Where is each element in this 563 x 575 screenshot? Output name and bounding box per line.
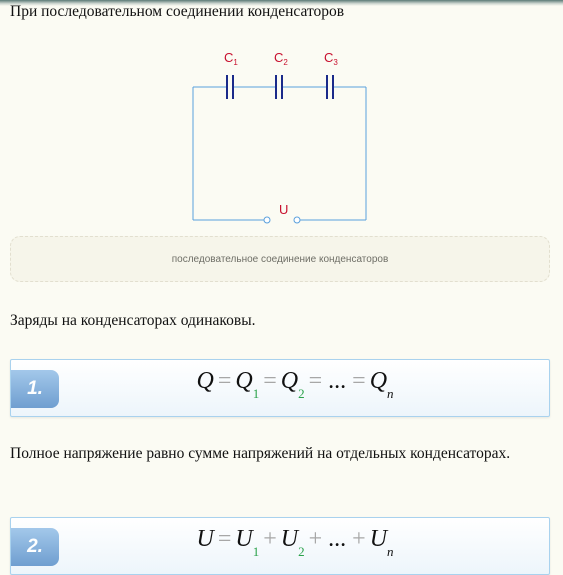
terminal <box>264 217 270 223</box>
formula-operator: = <box>352 368 366 394</box>
formula-box-1 <box>10 359 550 417</box>
section-heading: При последовательном соединении конденсаторов <box>10 3 345 20</box>
formula-term: $Q_2$ <box>280 368 305 401</box>
terminal <box>294 217 300 223</box>
formula-operator: + <box>352 526 366 552</box>
formula-voltages <box>11 526 549 559</box>
paragraph-equal-charges: Заряды на конденсаторах одинаковы. <box>10 312 256 329</box>
formula-box-2 <box>10 517 550 575</box>
formula-number-badge: 1. <box>11 370 59 408</box>
formula-term: U <box>196 526 214 552</box>
formula-term: Q <box>196 368 214 394</box>
formula-term: ... <box>328 368 347 394</box>
formula-number-badge: 2. <box>11 528 59 566</box>
formula-term: $U_2$ <box>280 526 305 559</box>
formula-charges <box>11 368 549 401</box>
formula-operator: = <box>308 368 323 394</box>
cap-label-2: $C_2$ <box>274 50 288 67</box>
formula-term: $U_1$ <box>235 526 260 559</box>
paragraph-total-voltage: Полное напряжение равно сумме напряжений на отдельных конденсаторах. <box>10 445 511 462</box>
caption-text: последовательное соединение конденсаторов <box>171 253 389 265</box>
formula-term: $U_n$ <box>369 526 394 559</box>
formula-term: $Q_1$ <box>235 368 260 401</box>
cap-label-3: $C_3$ <box>324 50 338 67</box>
formula-operator: + <box>263 526 277 552</box>
formula-operator: = <box>217 526 232 552</box>
formula-term: $Q_n$ <box>369 368 394 401</box>
voltage-label: U <box>279 202 289 217</box>
formula-operator: + <box>308 526 323 552</box>
figure-caption <box>10 236 550 282</box>
formula-term: ... <box>328 526 347 552</box>
formula-operator: = <box>263 368 277 394</box>
cap-label-1: $C_1$ <box>224 50 238 67</box>
formula-operator: = <box>217 368 232 394</box>
series-capacitor-circuit <box>180 44 380 229</box>
